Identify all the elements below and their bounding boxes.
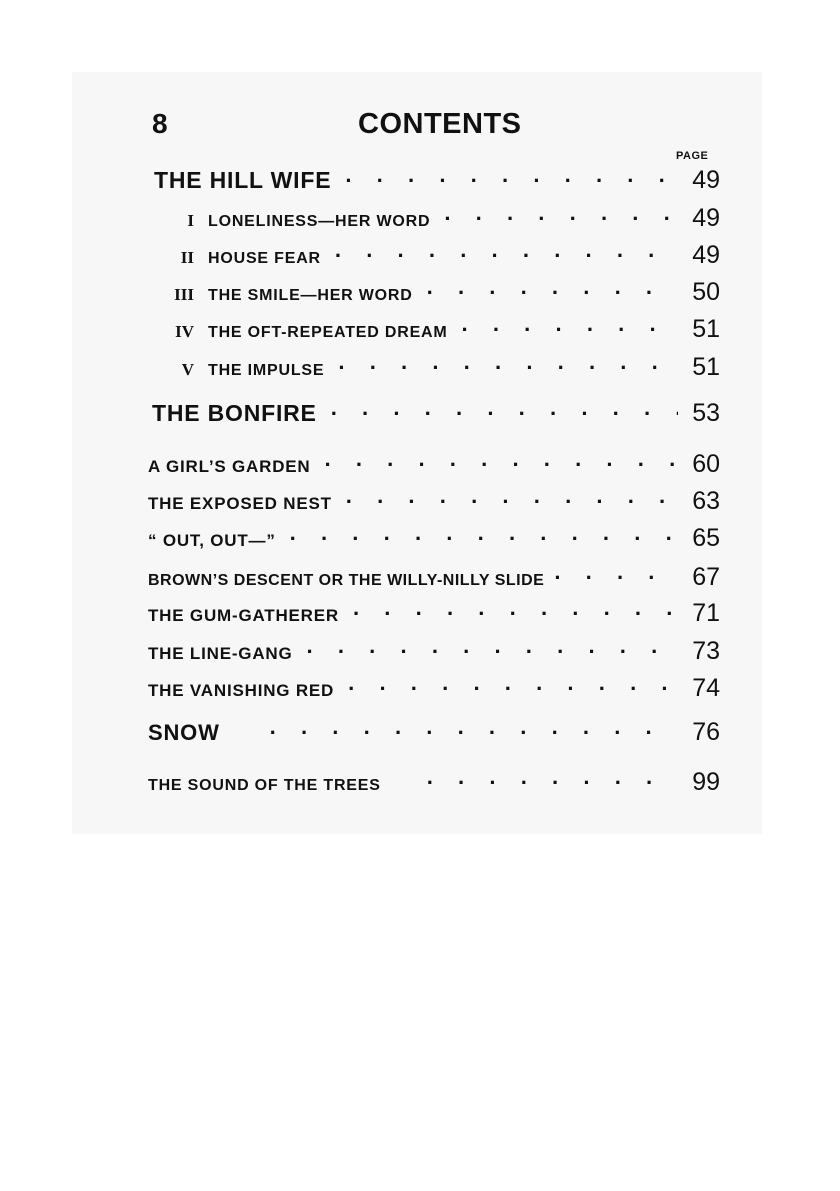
toc-entry[interactable] xyxy=(148,524,720,553)
roman-numeral: IV xyxy=(175,322,194,341)
dot-leader xyxy=(334,678,678,700)
toc-entry-page: 71 xyxy=(692,599,720,627)
dot-leader xyxy=(220,722,678,744)
toc-entry[interactable] xyxy=(148,563,720,592)
toc-entry-title: A GIRL’S GARDEN xyxy=(148,457,311,476)
toc-entry[interactable] xyxy=(148,768,720,797)
toc-entry-title: HOUSE FEAR xyxy=(208,250,321,267)
dot-leader xyxy=(332,491,678,513)
toc-entry-title: THE EXPOSED NEST xyxy=(148,494,332,513)
dot-leader xyxy=(311,454,679,476)
toc-entry-title: THE VANISHING RED xyxy=(148,681,335,700)
toc-entry-page: 49 xyxy=(692,241,720,269)
dot-leader xyxy=(381,772,678,794)
dot-leader xyxy=(448,319,678,341)
toc-entry-page: 76 xyxy=(692,718,720,746)
dot-leader xyxy=(430,208,678,230)
toc-entry-title: THE LINE-GANG xyxy=(148,644,293,663)
toc-entry-title: SNOW xyxy=(148,720,220,745)
roman-numeral: III xyxy=(174,285,194,304)
toc-entry-page: 49 xyxy=(692,166,720,194)
toc-entry-page: 50 xyxy=(692,278,720,306)
toc-entry-page: 51 xyxy=(692,353,720,381)
toc-subentry[interactable] xyxy=(148,241,720,270)
toc-entry-title: THE BONFIRE xyxy=(152,400,317,426)
dot-leader xyxy=(544,567,678,589)
page-number: 8 xyxy=(152,108,168,139)
toc-subentry[interactable] xyxy=(148,278,720,307)
dot-leader xyxy=(293,641,678,663)
toc-entry[interactable] xyxy=(152,399,720,428)
toc-entry-title: THE GUM-GATHERER xyxy=(148,606,339,625)
dot-leader xyxy=(317,403,678,425)
toc-entry[interactable] xyxy=(154,166,720,195)
toc-entry-title: THE HILL WIFE xyxy=(154,167,332,193)
toc-subentry[interactable] xyxy=(148,315,720,344)
toc-entry[interactable] xyxy=(148,674,720,703)
toc-entry[interactable] xyxy=(148,599,720,628)
roman-numeral: V xyxy=(181,360,194,379)
roman-numeral: I xyxy=(187,211,194,230)
toc-entry-page: 49 xyxy=(692,204,720,232)
dot-leader xyxy=(276,528,678,550)
dot-leader xyxy=(413,282,678,304)
toc-entry-title: THE OFT-REPEATED DREAM xyxy=(208,324,448,341)
toc-entry-page: 74 xyxy=(692,674,720,702)
toc-entry-page: 53 xyxy=(692,399,720,427)
toc-entry[interactable] xyxy=(148,487,720,516)
page-title: CONTENTS xyxy=(358,108,522,140)
toc-entry-title: THE IMPULSE xyxy=(208,362,325,379)
dot-leader xyxy=(321,245,678,267)
toc-entry-page: 99 xyxy=(692,768,720,796)
toc-entry[interactable] xyxy=(148,450,720,479)
toc-entry-page: 67 xyxy=(692,563,720,591)
toc-subentry[interactable] xyxy=(148,353,720,382)
roman-numeral: II xyxy=(180,248,194,267)
toc-entry-page: 51 xyxy=(692,315,720,343)
toc-entry-page: 73 xyxy=(692,637,720,665)
toc-entry-title: THE SMILE—HER WORD xyxy=(208,287,413,304)
toc-entry-title: LONELINESS—HER WORD xyxy=(208,213,431,230)
toc-entry-title: BROWN’S DESCENT OR THE WILLY-NILLY SLIDE xyxy=(148,572,545,589)
toc-entry[interactable] xyxy=(148,718,720,747)
page-column-label: PAGE xyxy=(676,150,709,162)
toc-entry-title: THE SOUND OF THE TREES xyxy=(148,777,381,794)
toc-entry[interactable] xyxy=(148,637,720,666)
toc-entry-page: 60 xyxy=(692,450,720,478)
dot-leader xyxy=(339,603,678,625)
toc-subentry[interactable] xyxy=(148,204,720,233)
dot-leader xyxy=(324,357,678,379)
dot-leader xyxy=(331,170,678,192)
toc-entry-page: 63 xyxy=(692,487,720,515)
toc-entry-title: “ OUT, OUT—” xyxy=(148,531,276,550)
toc-entry-page: 65 xyxy=(692,524,720,552)
